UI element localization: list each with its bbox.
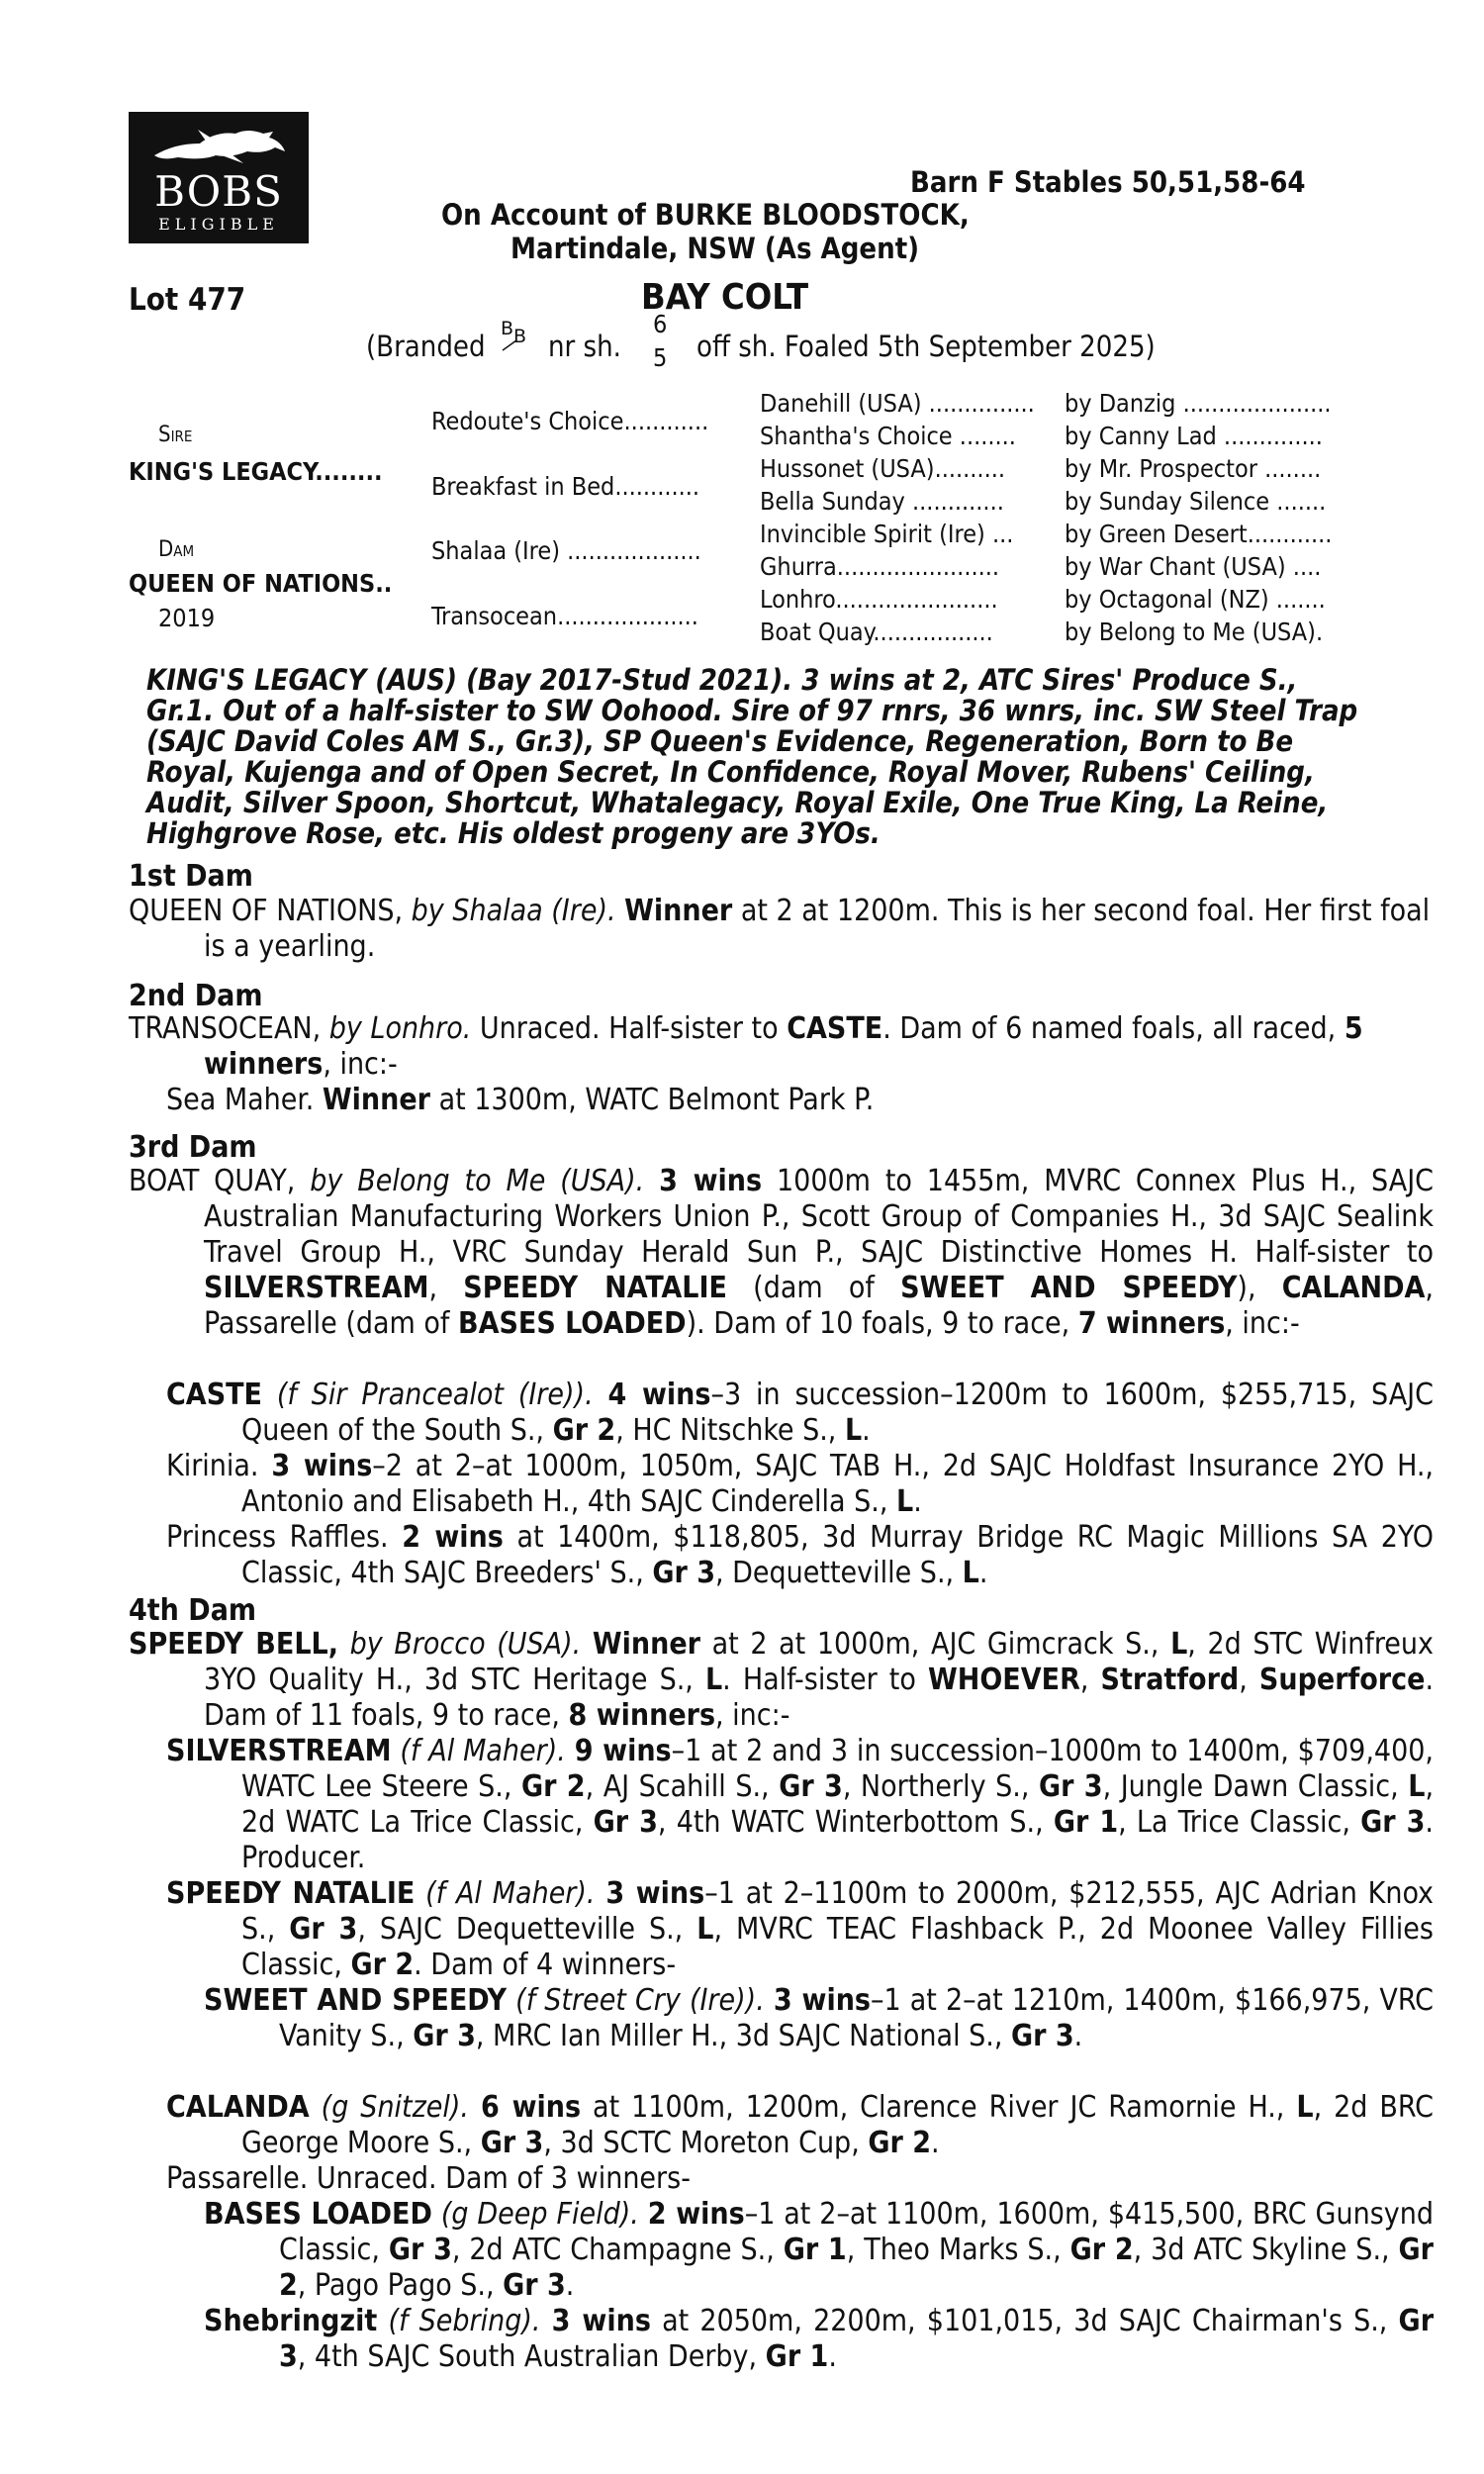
dam1-paragraph: QUEEN OF NATIONS, by Shalaa (Ire). Winner at 2 at 1200m. This is her second foal. Her first foal is a yearling. — [129, 894, 1431, 964]
section-heading-3rd-dam: 3rd Dam — [129, 1130, 257, 1165]
pedigree-gen4-5: by Green Desert............ — [1065, 520, 1333, 548]
pedigree-gen4-7: by Octagonal (NZ) ....... — [1065, 585, 1326, 614]
brand-number-bottom: 5 — [653, 343, 668, 372]
pedigree-gen2-4: Transocean.................... — [431, 602, 698, 630]
barn-location: Barn F Stables 50,51,58-64 — [910, 165, 1306, 199]
sire-label: Sire — [158, 423, 193, 447]
pedigree-gen3-6: Ghurra....................... — [760, 552, 1000, 581]
dam-label: Dam — [158, 537, 195, 562]
dam4-paragraph: SPEEDY BELL, by Brocco (USA). Winner at 2 at 1000m, AJC Gimcrack S., L, 2d STC Winfreux 3YO Quality H., 3d STC Heritage S., L. Half-sister to WHOEVER, Stratford, Superforce. Dam of 11 foals, 9 to race, 8 winners, inc:- — [129, 1627, 1435, 1733]
svg-text:B: B — [501, 318, 514, 339]
dam2-paragraph: TRANSOCEAN, by Lonhro. Unraced. Half-sister to CASTE. Dam of 6 named foals, all raced, 5 winners, inc:- — [129, 1011, 1363, 1082]
pedigree-gen3-4: Bella Sunday ............. — [760, 487, 1004, 516]
pedigree-gen4-1: by Danzig ..................... — [1065, 389, 1332, 418]
logo-text-eligible: ELIGIBLE — [158, 215, 279, 234]
dam3-paragraph: BOAT QUAY, by Belong to Me (USA). 3 wins 1000m to 1455m, MVRC Connex Plus H., SAJC Australian Manufacturing Workers Union P., Scott Group of Companies H., 3d SAJC Sealink Travel Group H., VRC Sunday Herald Sun P., SAJC Distinctive Homes H. Half-sister to SILVERSTREAM, SPEEDY NATALIE (dam of SWEET AND SPEEDY), CALANDA, Passarelle (dam of BASES LOADED). Dam of 10 foals, 9 to race, 7 winners, inc:- — [129, 1164, 1435, 1341]
dam4-progeny-speedy-natalie: SPEEDY NATALIE (f Al Maher). 3 wins–1 at 2–1100m to 2000m, $212,555, AJC Adrian Knox S., Gr 3, SAJC Dequetteville S., L, MVRC TEAC Flashback P., 2d Moonee Valley Fillies Classic, Gr 2. Dam of 4 winners- — [166, 1876, 1434, 1982]
bobs-eligible-logo — [129, 112, 309, 243]
dam4-progeny-sweet-and-speedy: SWEET AND SPEEDY (f Street Cry (Ire)). 3 wins–1 at 2–at 1210m, 1400m, $166,975, VRC Vanity S., Gr 3, MRC Ian Miller H., 3d SAJC National S., Gr 3. — [204, 1983, 1434, 2053]
section-heading-4th-dam: 4th Dam — [129, 1593, 257, 1628]
svg-text:B: B — [513, 326, 527, 347]
dam-name: QUEEN OF NATIONS.. — [129, 569, 393, 598]
pedigree-gen3-1: Danehill (USA) ............... — [760, 389, 1035, 418]
pedigree-gen3-3: Hussonet (USA).......... — [760, 454, 1005, 483]
pedigree-gen2-2: Breakfast in Bed............ — [431, 472, 700, 501]
dam4-progeny-passarelle: Passarelle. Unraced. Dam of 3 winners- — [166, 2161, 691, 2196]
dam4-progeny-silverstream: SILVERSTREAM (f Al Maher). 9 wins–1 at 2 and 3 in succession–1000m to 1400m, $709,400, WATC Lee Steere S., Gr 2, AJ Scahill S., Gr 3, Northerly S., Gr 3, Jungle Dawn Classic, L, 2d WATC La Trice Classic, Gr 3, 4th WATC Winterbottom S., Gr 1, La Trice Classic, Gr 3. Producer. — [166, 1734, 1435, 1875]
brand-mark-icon — [501, 317, 534, 356]
racehorse-icon — [148, 126, 289, 165]
sire-name: KING'S LEGACY........ — [129, 457, 383, 486]
dam3-progeny-kirinia: Kirinia. 3 wins–2 at 2–at 1000m, 1050m, SAJC TAB H., 2d SAJC Holdfast Insurance 2YO H., Antonio and Elisabeth H., 4th SAJC Cinderella S., L. — [166, 1449, 1434, 1519]
lot-number: Lot 477 — [129, 282, 246, 318]
logo-text-bobs: BOBS — [154, 167, 283, 216]
section-heading-2nd-dam: 2nd Dam — [129, 979, 263, 1013]
dam4-progeny-calanda: CALANDA (g Snitzel). 6 wins at 1100m, 1200m, Clarence River JC Ramornie H., L, 2d BRC George Moore S., Gr 3, 3d SCTC Moreton Cup, Gr 2. — [166, 2090, 1435, 2160]
brand-prefix: (Branded — [366, 330, 486, 363]
vendor-line-2: Martindale, NSW (As Agent) — [510, 232, 920, 265]
dam2-progeny-sea-maher: Sea Maher. Winner at 1300m, WATC Belmont Park P. — [166, 1083, 875, 1117]
vendor-line-1: On Account of BURKE BLOODSTOCK, — [441, 198, 970, 232]
pedigree-gen3-5: Invincible Spirit (Ire) ... — [760, 520, 1014, 548]
section-heading-1st-dam: 1st Dam — [129, 859, 253, 894]
dam3-progeny-princess-raffles: Princess Raffles. 2 wins at 1400m, $118,805, 3d Murray Bridge RC Magic Millions SA 2YO Classic, 4th SAJC Breeders' S., Gr 3, Dequetteville S., L. — [166, 1520, 1434, 1590]
pedigree-gen4-4: by Sunday Silence ....... — [1065, 487, 1327, 516]
pedigree-gen4-2: by Canny Lad .............. — [1065, 422, 1323, 450]
dam-foal-year: 2019 — [158, 604, 216, 632]
pedigree-gen2-3: Shalaa (Ire) ................... — [431, 536, 701, 565]
pedigree-gen4-8: by Belong to Me (USA). — [1065, 618, 1324, 646]
pedigree-gen4-6: by War Chant (USA) .... — [1065, 552, 1322, 581]
pedigree-gen2-1: Redoute's Choice............ — [431, 407, 709, 435]
lot-title: BAY COLT — [641, 277, 809, 318]
dam4-progeny-bases-loaded: BASES LOADED (g Deep Field). 2 wins–1 at 2–at 1100m, 1600m, $415,500, BRC Gunsynd Classic, Gr 3, 2d ATC Champagne S., Gr 1, Theo Marks S., Gr 2, 3d ATC Skyline S., Gr 2, Pago Pago S., Gr 3. — [204, 2197, 1434, 2303]
pedigree-gen3-7: Lonhro....................... — [760, 585, 998, 614]
dam4-progeny-shebringzit: Shebringzit (f Sebring). 3 wins at 2050m, 2200m, $101,015, 3d SAJC Chairman's S., Gr 3, 4th SAJC South Australian Derby, Gr 1. — [204, 2304, 1435, 2374]
pedigree-gen3-2: Shantha's Choice ........ — [760, 422, 1016, 450]
brand-near-side: nr sh. — [548, 330, 621, 363]
brand-off-side-foaled: off sh. Foaled 5th September 2025) — [696, 330, 1156, 363]
pedigree-gen3-8: Boat Quay................. — [760, 618, 993, 646]
dam3-progeny-caste: CASTE (f Sir Prancealot (Ire)). 4 wins–3 in succession–1200m to 1600m, $255,715, SAJC Queen of the South S., Gr 2, HC Nitschke S., L. — [166, 1378, 1434, 1448]
sire-summary: KING'S LEGACY (AUS) (Bay 2017-Stud 2021). 3 wins at 2, ATC Sires' Produce S., Gr.1. Out of a half-sister to SW Oohood. Sire of 97 rnrs, 36 wnrs, inc. SW Steel Trap (SAJC David Coles AM S., Gr.3), SP Queen's Evidence, Regeneration, Born to Be Royal, Kujenga and of Open Secret, In Confidence, Royal Mover, Rubens' Ceiling, Audit, Silver Spoon, Shortcut, Whatalegacy, Royal Exile, One True King, La Reine, Highgrove Rose, etc. His oldest progeny are 3YOs. — [146, 663, 1358, 850]
pedigree-gen4-3: by Mr. Prospector ........ — [1065, 454, 1322, 483]
brand-number-top: 6 — [653, 310, 668, 338]
